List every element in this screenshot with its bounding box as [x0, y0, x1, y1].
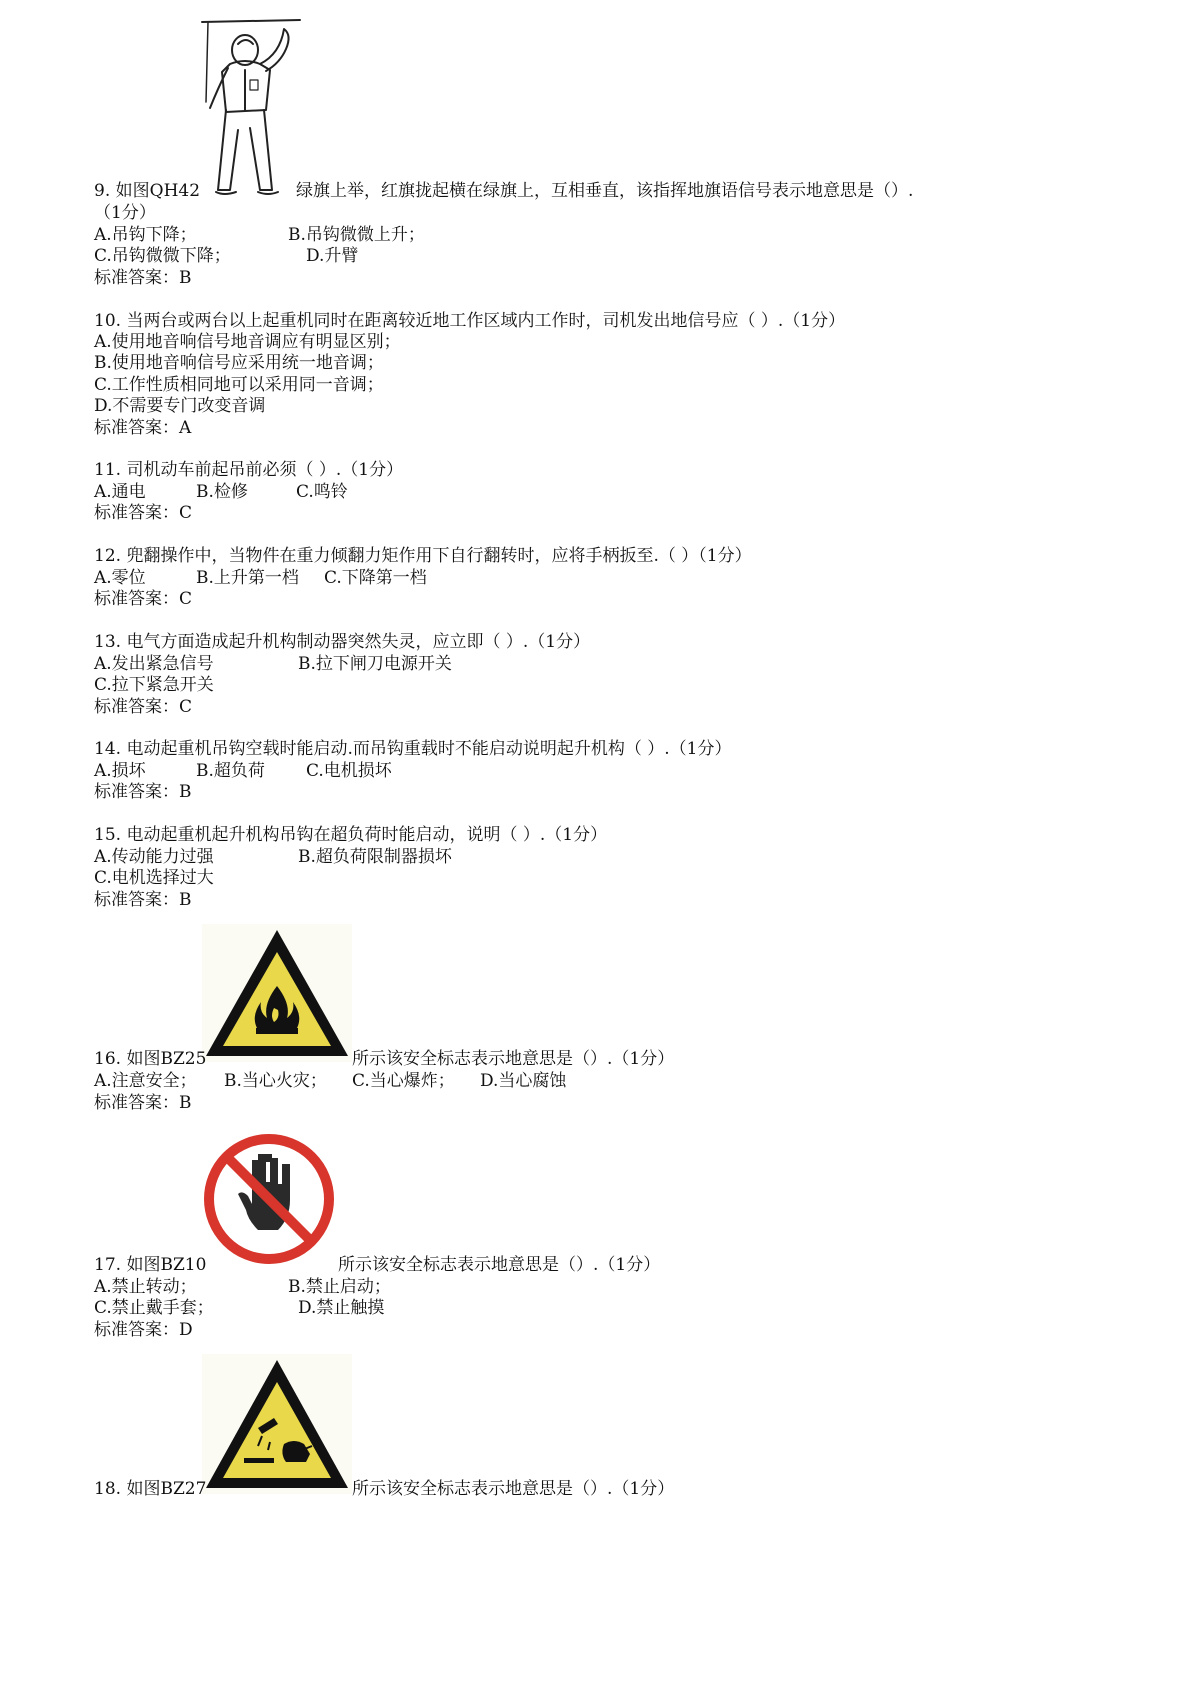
- question-12-stem: [94, 545, 752, 567]
- question-9-text: 绿旗上举，红旗拢起横在绿旗上，互相垂直，该指挥地旗语信号表示地意思是（）.: [296, 181, 914, 201]
- option-a: A.使用地音响信号地音调应有明显区别；: [94, 332, 401, 352]
- option-c: C.下降第一档: [324, 568, 427, 588]
- question-11-stem: [94, 459, 403, 481]
- option-b: B.当心火灾；: [224, 1071, 327, 1091]
- question-10-stem: [94, 310, 845, 332]
- option-c: C.当心爆炸；: [352, 1071, 455, 1091]
- option-b: B.超负荷限制器损坏: [298, 847, 452, 867]
- question-18-text: 所示该安全标志表示地意思是（）.（1分）: [352, 1479, 675, 1499]
- question-number: 9.: [94, 181, 111, 201]
- option-a: A.零位: [94, 568, 146, 588]
- option-d: D.当心腐蚀: [480, 1071, 567, 1091]
- question-points: （1分）: [94, 203, 156, 223]
- question-text: 司机动车前起吊前必须（ ）.（1分）: [126, 460, 404, 480]
- option-c: C.拉下紧急开关: [94, 675, 214, 695]
- option-d: D.升臂: [306, 246, 359, 266]
- question-17-stem: [94, 1254, 206, 1276]
- option-a: A.吊钩下降；: [94, 225, 197, 245]
- question-18-stem: [94, 1478, 206, 1500]
- question-number: 10.: [94, 311, 122, 331]
- option-c: C.电机选择过大: [94, 868, 214, 888]
- question-15-stem: [94, 824, 607, 846]
- question-16-text: 所示该安全标志表示地意思是（）.（1分）: [352, 1049, 675, 1069]
- standard-answer: 标准答案：D: [94, 1320, 193, 1340]
- option-a: A.注意安全；: [94, 1071, 197, 1091]
- question-17-text: 所示该安全标志表示地意思是（）.（1分）: [338, 1255, 661, 1275]
- corrosion-warning-sign: [202, 1354, 352, 1494]
- question-text: 电气方面造成起升机构制动器突然失灵，应立即（ ）.（1分）: [126, 632, 591, 652]
- standard-answer: 标准答案：B: [94, 782, 192, 802]
- option-d: D.不需要专门改变音调: [94, 396, 266, 416]
- question-number: 13.: [94, 632, 122, 652]
- option-c: C.工作性质相同地可以采用同一音调；: [94, 375, 384, 395]
- question-number: 12.: [94, 546, 122, 566]
- question-number: 17.: [94, 1255, 122, 1275]
- standard-answer: 标准答案：A: [94, 418, 192, 438]
- question-number: 15.: [94, 825, 122, 845]
- option-b: B.上升第一档: [196, 568, 299, 588]
- option-a: A.通电: [94, 482, 146, 502]
- option-a: A.损坏: [94, 761, 146, 781]
- question-13-stem: [94, 631, 590, 653]
- question-number: 18.: [94, 1479, 122, 1499]
- no-touching-sign: [202, 1132, 336, 1266]
- option-a: A.传动能力过强: [94, 847, 214, 867]
- option-c: C.吊钩微微下降；: [94, 246, 231, 266]
- standard-answer: 标准答案：B: [94, 268, 192, 288]
- figure-reference: 如图BZ27: [126, 1479, 207, 1499]
- question-16-stem: [94, 1048, 206, 1070]
- option-b: B.吊钩微微上升；: [288, 225, 425, 245]
- question-number: 11.: [94, 460, 122, 480]
- option-b: B.超负荷: [196, 761, 265, 781]
- standard-answer: 标准答案：C: [94, 697, 193, 717]
- question-text: 当两台或两台以上起重机同时在距离较近地工作区域内工作时，司机发出地信号应（ ）.（1分）: [126, 311, 846, 331]
- fire-warning-sign: [202, 924, 352, 1062]
- question-14-stem: [94, 738, 731, 760]
- option-a: A.禁止转动；: [94, 1277, 197, 1297]
- question-text: 电动起重机吊钩空载时能启动.而吊钩重载时不能启动说明起升机构（ ）.（1分）: [126, 739, 732, 759]
- option-c: C.鸣铃: [296, 482, 348, 502]
- figure-reference: 如图QH42: [115, 181, 201, 201]
- standard-answer: 标准答案：C: [94, 503, 193, 523]
- option-d: D.禁止触摸: [298, 1298, 385, 1318]
- figure-reference: 如图BZ10: [126, 1255, 207, 1275]
- question-number: 14.: [94, 739, 122, 759]
- option-c: C.禁止戴手套；: [94, 1298, 214, 1318]
- option-c: C.电机损坏: [306, 761, 392, 781]
- question-number: 16.: [94, 1049, 122, 1069]
- standard-answer: 标准答案：B: [94, 890, 192, 910]
- option-b: B.使用地音响信号应采用统一地音调；: [94, 353, 384, 373]
- standard-answer: 标准答案：B: [94, 1093, 192, 1113]
- signalman-flag-figure: [200, 14, 310, 214]
- option-a: A.发出紧急信号: [94, 654, 214, 674]
- question-9-stem: [94, 180, 200, 202]
- option-b: B.检修: [196, 482, 248, 502]
- standard-answer: 标准答案：C: [94, 589, 193, 609]
- question-text: 兜翻操作中，当物件在重力倾翻力矩作用下自行翻转时，应将手柄扳至.（ ）（1分）: [126, 546, 752, 566]
- option-b: B.拉下闸刀电源开关: [298, 654, 452, 674]
- figure-reference: 如图BZ25: [126, 1049, 207, 1069]
- question-text: 电动起重机起升机构吊钩在超负荷时能启动，说明（ ）.（1分）: [126, 825, 608, 845]
- option-b: B.禁止启动；: [288, 1277, 391, 1297]
